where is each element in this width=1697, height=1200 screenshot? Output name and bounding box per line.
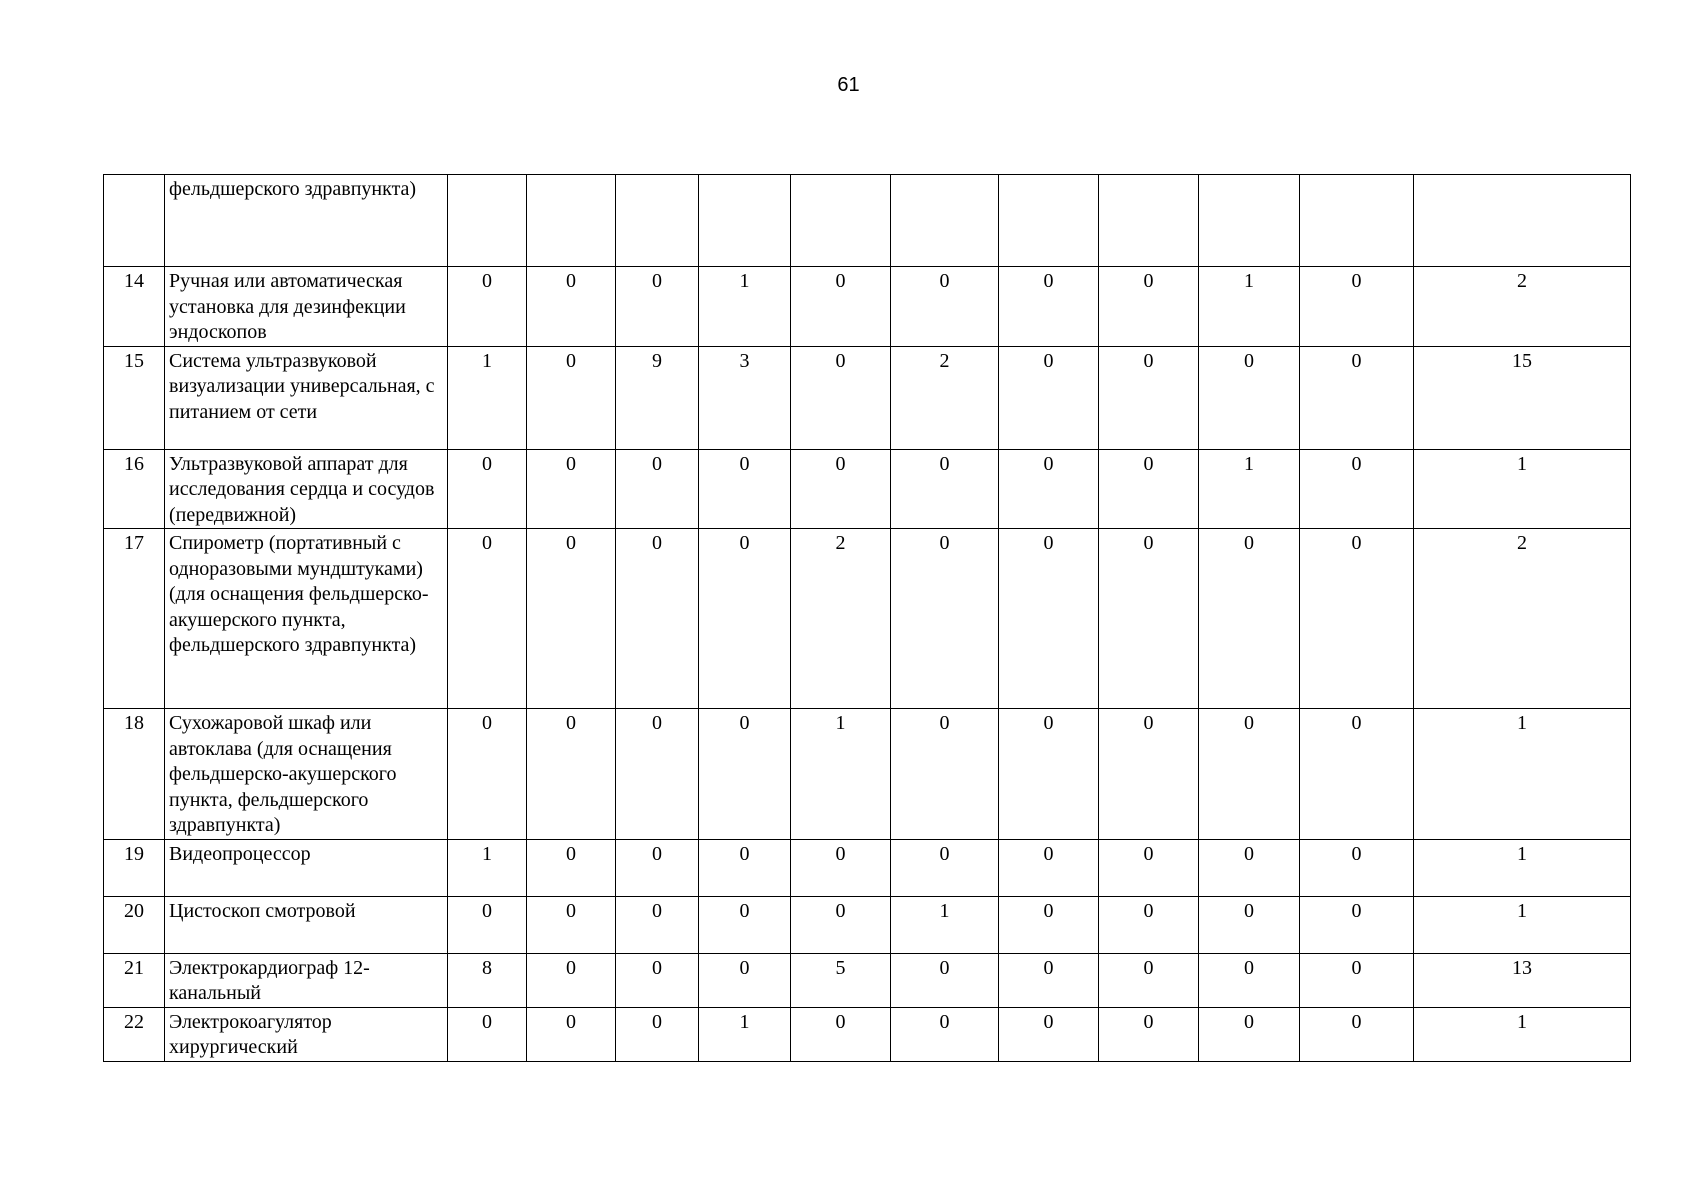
equipment-name-cell: Ручная или автоматическая установка для дезинфекции эндоскопов bbox=[165, 267, 448, 347]
value-cell: 0 bbox=[791, 267, 891, 347]
row-number-cell: 21 bbox=[104, 953, 165, 1007]
page-number: 61 bbox=[837, 74, 860, 96]
value-cell: 0 bbox=[999, 346, 1099, 449]
value-cell: 1 bbox=[448, 839, 527, 896]
equipment-name-cell: Видеопроцессор bbox=[165, 839, 448, 896]
value-cell: 0 bbox=[527, 346, 616, 449]
total-cell: 1 bbox=[1414, 1007, 1631, 1061]
total-cell: 15 bbox=[1414, 346, 1631, 449]
value-cell bbox=[791, 175, 891, 267]
table-row bbox=[104, 529, 1631, 709]
row-number-cell: 14 bbox=[104, 267, 165, 347]
value-cell: 0 bbox=[1099, 839, 1199, 896]
value-cell: 0 bbox=[1300, 839, 1414, 896]
value-cell: 9 bbox=[616, 346, 699, 449]
row-number-cell: 16 bbox=[104, 449, 165, 529]
value-cell: 0 bbox=[1099, 449, 1199, 529]
value-cell: 0 bbox=[1099, 529, 1199, 709]
value-cell: 0 bbox=[891, 529, 999, 709]
equipment-name-cell: Электрокоагулятор хирургический bbox=[165, 1007, 448, 1061]
value-cell bbox=[1300, 175, 1414, 267]
value-cell: 0 bbox=[1300, 896, 1414, 953]
equipment-name-cell: фельдшерского здравпункта) bbox=[165, 175, 448, 267]
value-cell: 2 bbox=[891, 346, 999, 449]
table-row bbox=[104, 449, 1631, 529]
value-cell: 0 bbox=[448, 709, 527, 840]
value-cell: 0 bbox=[891, 709, 999, 840]
table-row bbox=[104, 346, 1631, 449]
value-cell: 0 bbox=[616, 1007, 699, 1061]
row-number-cell: 22 bbox=[104, 1007, 165, 1061]
equipment-name-cell: Система ультразвуковой визуализации универсальная, с питанием от сети bbox=[165, 346, 448, 449]
value-cell: 0 bbox=[616, 267, 699, 347]
value-cell: 0 bbox=[891, 267, 999, 347]
value-cell: 0 bbox=[527, 839, 616, 896]
value-cell: 0 bbox=[527, 1007, 616, 1061]
value-cell: 0 bbox=[1300, 1007, 1414, 1061]
value-cell: 8 bbox=[448, 953, 527, 1007]
value-cell: 0 bbox=[791, 1007, 891, 1061]
value-cell: 2 bbox=[791, 529, 891, 709]
total-cell: 2 bbox=[1414, 267, 1631, 347]
value-cell: 3 bbox=[699, 346, 791, 449]
value-cell: 0 bbox=[1199, 346, 1300, 449]
value-cell: 0 bbox=[699, 839, 791, 896]
value-cell: 0 bbox=[999, 449, 1099, 529]
equipment-name-cell: Ультразвуковой аппарат для исследования сердца и сосудов (передвижной) bbox=[165, 449, 448, 529]
row-number-cell: 17 bbox=[104, 529, 165, 709]
value-cell: 0 bbox=[527, 953, 616, 1007]
row-number-cell: 18 bbox=[104, 709, 165, 840]
value-cell: 0 bbox=[616, 953, 699, 1007]
value-cell: 0 bbox=[1300, 953, 1414, 1007]
value-cell: 0 bbox=[616, 896, 699, 953]
value-cell: 0 bbox=[891, 839, 999, 896]
equipment-name-cell: Цистоскоп смотровой bbox=[165, 896, 448, 953]
value-cell: 0 bbox=[527, 267, 616, 347]
value-cell: 1 bbox=[448, 346, 527, 449]
value-cell: 0 bbox=[699, 953, 791, 1007]
total-cell: 1 bbox=[1414, 896, 1631, 953]
table-row bbox=[104, 175, 1631, 267]
value-cell: 0 bbox=[1300, 449, 1414, 529]
value-cell: 0 bbox=[527, 449, 616, 529]
row-number-cell bbox=[104, 175, 165, 267]
value-cell: 0 bbox=[616, 709, 699, 840]
value-cell: 0 bbox=[1300, 346, 1414, 449]
value-cell: 0 bbox=[1300, 529, 1414, 709]
value-cell: 0 bbox=[791, 449, 891, 529]
table-row bbox=[104, 839, 1631, 896]
value-cell: 0 bbox=[699, 896, 791, 953]
value-cell: 0 bbox=[1199, 709, 1300, 840]
total-cell: 1 bbox=[1414, 449, 1631, 529]
table-body bbox=[104, 175, 1631, 1062]
total-cell: 1 bbox=[1414, 839, 1631, 896]
value-cell: 0 bbox=[616, 529, 699, 709]
table-row bbox=[104, 953, 1631, 1007]
total-cell: 2 bbox=[1414, 529, 1631, 709]
value-cell bbox=[616, 175, 699, 267]
table-row bbox=[104, 267, 1631, 347]
row-number-cell: 19 bbox=[104, 839, 165, 896]
value-cell: 1 bbox=[1199, 449, 1300, 529]
value-cell: 0 bbox=[999, 953, 1099, 1007]
value-cell: 0 bbox=[1099, 953, 1199, 1007]
value-cell: 0 bbox=[448, 449, 527, 529]
value-cell: 0 bbox=[1099, 1007, 1199, 1061]
value-cell: 0 bbox=[1199, 953, 1300, 1007]
value-cell: 0 bbox=[616, 839, 699, 896]
value-cell: 0 bbox=[448, 1007, 527, 1061]
equipment-name-cell: Спирометр (портативный с одноразовыми мундштуками) (для оснащения фельдшерско-акушерского пункта, фельдшерского здравпункта) bbox=[165, 529, 448, 709]
value-cell: 0 bbox=[699, 709, 791, 840]
value-cell: 0 bbox=[1099, 267, 1199, 347]
table-row bbox=[104, 896, 1631, 953]
value-cell bbox=[1099, 175, 1199, 267]
value-cell: 1 bbox=[791, 709, 891, 840]
table-row bbox=[104, 709, 1631, 840]
value-cell: 0 bbox=[699, 449, 791, 529]
row-number-cell: 20 bbox=[104, 896, 165, 953]
value-cell: 1 bbox=[1199, 267, 1300, 347]
value-cell: 0 bbox=[527, 896, 616, 953]
total-cell: 1 bbox=[1414, 709, 1631, 840]
value-cell: 0 bbox=[527, 529, 616, 709]
equipment-table bbox=[103, 174, 1631, 1062]
value-cell: 0 bbox=[1199, 1007, 1300, 1061]
value-cell: 0 bbox=[999, 529, 1099, 709]
value-cell: 0 bbox=[448, 267, 527, 347]
value-cell: 0 bbox=[1199, 839, 1300, 896]
value-cell: 0 bbox=[891, 953, 999, 1007]
value-cell: 0 bbox=[1300, 267, 1414, 347]
value-cell: 0 bbox=[891, 449, 999, 529]
equipment-name-cell: Сухожаровой шкаф или автоклава (для оснащения фельдшерско-акушерского пункта, фельдшерского здравпункта) bbox=[165, 709, 448, 840]
value-cell: 0 bbox=[616, 449, 699, 529]
value-cell: 0 bbox=[999, 267, 1099, 347]
value-cell bbox=[999, 175, 1099, 267]
value-cell: 0 bbox=[1199, 896, 1300, 953]
value-cell bbox=[527, 175, 616, 267]
value-cell: 1 bbox=[699, 267, 791, 347]
value-cell: 1 bbox=[699, 1007, 791, 1061]
total-cell bbox=[1414, 175, 1631, 267]
total-cell: 13 bbox=[1414, 953, 1631, 1007]
value-cell: 0 bbox=[791, 346, 891, 449]
value-cell: 0 bbox=[891, 1007, 999, 1061]
value-cell bbox=[891, 175, 999, 267]
value-cell bbox=[448, 175, 527, 267]
value-cell: 5 bbox=[791, 953, 891, 1007]
value-cell: 0 bbox=[1199, 529, 1300, 709]
value-cell bbox=[699, 175, 791, 267]
value-cell: 0 bbox=[527, 709, 616, 840]
value-cell: 0 bbox=[999, 1007, 1099, 1061]
value-cell: 0 bbox=[1099, 346, 1199, 449]
value-cell: 0 bbox=[1099, 709, 1199, 840]
value-cell bbox=[1199, 175, 1300, 267]
value-cell: 0 bbox=[999, 709, 1099, 840]
value-cell: 0 bbox=[448, 529, 527, 709]
value-cell: 0 bbox=[791, 896, 891, 953]
value-cell: 1 bbox=[891, 896, 999, 953]
value-cell: 0 bbox=[1099, 896, 1199, 953]
value-cell: 0 bbox=[999, 896, 1099, 953]
value-cell: 0 bbox=[448, 896, 527, 953]
value-cell: 0 bbox=[791, 839, 891, 896]
value-cell: 0 bbox=[999, 839, 1099, 896]
value-cell: 0 bbox=[1300, 709, 1414, 840]
value-cell: 0 bbox=[699, 529, 791, 709]
row-number-cell: 15 bbox=[104, 346, 165, 449]
equipment-name-cell: Электрокардиограф 12-канальный bbox=[165, 953, 448, 1007]
table-row bbox=[104, 1007, 1631, 1061]
